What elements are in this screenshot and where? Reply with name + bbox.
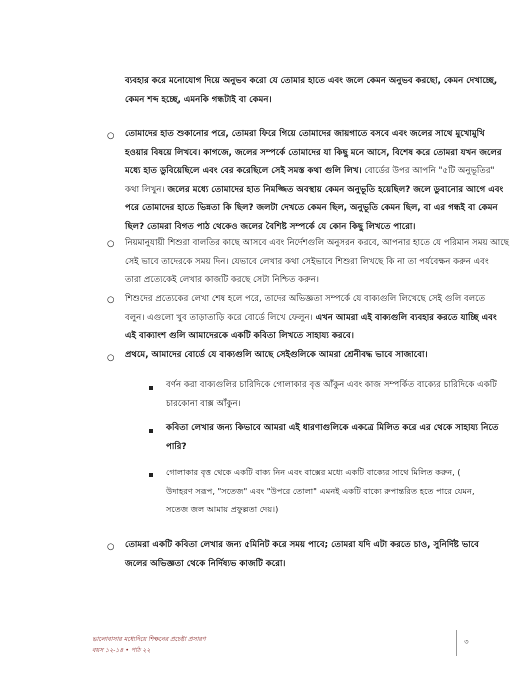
paragraph-first-step xyxy=(125,346,428,365)
paragraph-teacher-note xyxy=(125,234,509,290)
text-line: তোমরা একটি কবিতা লেখার জন্য ৫মিনিট করে সময় পাবে; তোমরা যদি এটা করতে চাও, সুনির্দিষ্ট ভাবে xyxy=(125,540,479,550)
paragraph-sharing xyxy=(125,290,497,346)
circle-bullet-icon: ○ xyxy=(107,542,115,552)
paragraph-write-poem xyxy=(125,536,479,573)
text-line: তোমাদের হাত শুকানোর পরে, তোমরা ফিরে গিয়ে তোমাদের জায়গাতে বসবে এবং জলের সাথে মুখোমুখি xyxy=(125,129,485,139)
text-span: মধ্যে হাত ডুবিয়েছিলে এবং বের করেছিলে সেই সমস্ত কথা গুলি লিখ। xyxy=(125,166,362,176)
text-span: বলুন। এগুলো খুব তাড়াতাড়ি করে বোর্ডে লিখে ফেলুন। xyxy=(125,312,313,323)
text-line: কেমন শব্দ হচ্ছে, এমনকি গন্ধটাই বা কেমন। xyxy=(125,94,272,105)
circle-bullet-icon: ○ xyxy=(107,239,115,249)
text-line: সেই ভাবে তাদেরকে সময় দিন। যেভাবে লেখার কথা সেইভাবে শিশুরা লিখছে কি না তা পর্যবেক্ষন করুন এবং xyxy=(125,256,489,267)
footer-subtitle: বয়স ১২-১৪ • পাঠ ২২ xyxy=(92,647,151,654)
text-line: গোলাকার বৃত্ত থেকে একটি বাক্য নিন এবং বাক্সের মধ্যে একটি বাক্যের সাথে মিলিত করুন, ( xyxy=(166,467,461,477)
footer-title: ভালোবাসার মধ্যেদিয়ে শিক্ষনের প্রচেষ্টা প্রসারণ xyxy=(92,636,206,643)
text-line: পারি? xyxy=(166,441,187,452)
paragraph-handwashing xyxy=(125,125,503,236)
square-bullet-icon xyxy=(149,473,153,477)
circle-bullet-icon: ○ xyxy=(107,353,115,363)
text-line: ছিল? তোমরা বিগত পাঠ থেকেও জলের বৈশিষ্ট সম্পর্কে যে কোন কিছু লিখতে পারো। xyxy=(125,221,416,232)
text-line: বর্ণন করা বাক্যগুলির চারিদিকে গোলাকার বৃত্ত আঁকুন এবং কাজ সম্পর্কিত বাক্যের চারিদিকে একটি xyxy=(166,380,497,390)
paragraph-intro xyxy=(125,72,497,109)
square-bullet-icon xyxy=(149,386,153,390)
text-line: নিয়মানুযায়ী শিশুরা বালতির কাছে আসবে এবং নির্দেশগুলি অনুসরন করবে, আপনার হাতে যে পরিমান সময় আছে xyxy=(125,238,509,248)
footer-divider xyxy=(456,630,457,656)
text-line: জলের অভিজ্ঞতা থেকে নির্দিষ্যভ কাজটি করো। xyxy=(125,558,286,569)
text-line xyxy=(125,162,503,181)
circle-bullet-icon: ○ xyxy=(107,295,115,305)
text-span: জলের মধ্যে তোমাদের হাত নিমজ্জিত অবস্থায় কেমন অনুভূতি হয়েছিল? জলে ডুবানোর আগে এবং xyxy=(164,184,504,195)
text-line: কবিতা লেখার জন্য কিভাবে আমরা এই ধারণাগুলিকে একত্রে মিলিত করে এর থেকে সাহায্য নিতে xyxy=(166,423,499,433)
text-line: হওয়ার বিষয়ে লিখবে। কাগজে, জলের সম্পর্কে তোমাদের যা কিছু মনে আসে, বিশেষ করে তোমরা যখন জলের xyxy=(125,147,502,158)
text-line: পরে তোমাদের হাতে ভিন্নতা কি ছিল? জলটা দেখতে কেমন ছিল, অনুভূতি কেমন ছিল, বা এর গন্ধই বা কেমন xyxy=(125,203,498,213)
sub-item-example xyxy=(166,463,475,519)
teacher-instruction: কথা লিখুন। xyxy=(125,184,165,195)
text-line xyxy=(125,181,503,200)
text-line: প্রথমে, আমাদের বোর্ডে যে বাক্যগুলি আছে সেইগুলিকে আমরা শ্রেনীবদ্ধ ভাবে সাজাবো। xyxy=(125,350,428,360)
sub-item-combine-question xyxy=(166,419,498,456)
teacher-instruction: বোর্ডের উপর আপনি "৫টি অনুভূতির" xyxy=(361,166,495,176)
square-bullet-icon xyxy=(149,429,153,433)
text-line: উদাহরণ সরূপ, "সতেজ" এবং "উপরে তোলা" এমনই একটি বাক্যে রুপান্তরিত হতে পারে যেমন, xyxy=(166,485,475,496)
text-line: এই বাক্যাংশ গুলি আমাদেরকে একটি কবিতা লিখতে সাহায্য করবে। xyxy=(125,331,354,341)
page-number: ৩ xyxy=(464,638,469,646)
text-line: ব্যবহার করে মনোযোগ দিয়ে অনুভব করো যে তোমার হাতে এবং জলে কেমন অনুভব করছো, কেমন দেখাচ্ছে, xyxy=(125,76,498,86)
text-line: সতেজ জল আমায় প্রফুল্লতা দেয়।) xyxy=(166,504,279,514)
text-line: চারকোনা বাক্স আঁকুন। xyxy=(166,398,241,409)
circle-bullet-icon: ○ xyxy=(107,131,115,141)
sub-item-circle-box xyxy=(166,376,497,413)
text-line xyxy=(125,309,497,328)
text-line: তারা প্রত্যেকেই লেখার কাজটি করছে সেটা নিশ্চিত করুন। xyxy=(125,275,319,285)
text-line: শিশুদের প্রত্যেকের লেখা শেষ হলে পরে, তাদের অভিজ্ঞতা সম্পর্কে যে বাক্যগুলি লিখেছে সেই গুলি বলতে xyxy=(125,294,486,304)
text-span-bold: এখন আমরা এই বাক্যগুলি ব্যবহার করতে যাচ্ছি এবং xyxy=(312,312,497,323)
